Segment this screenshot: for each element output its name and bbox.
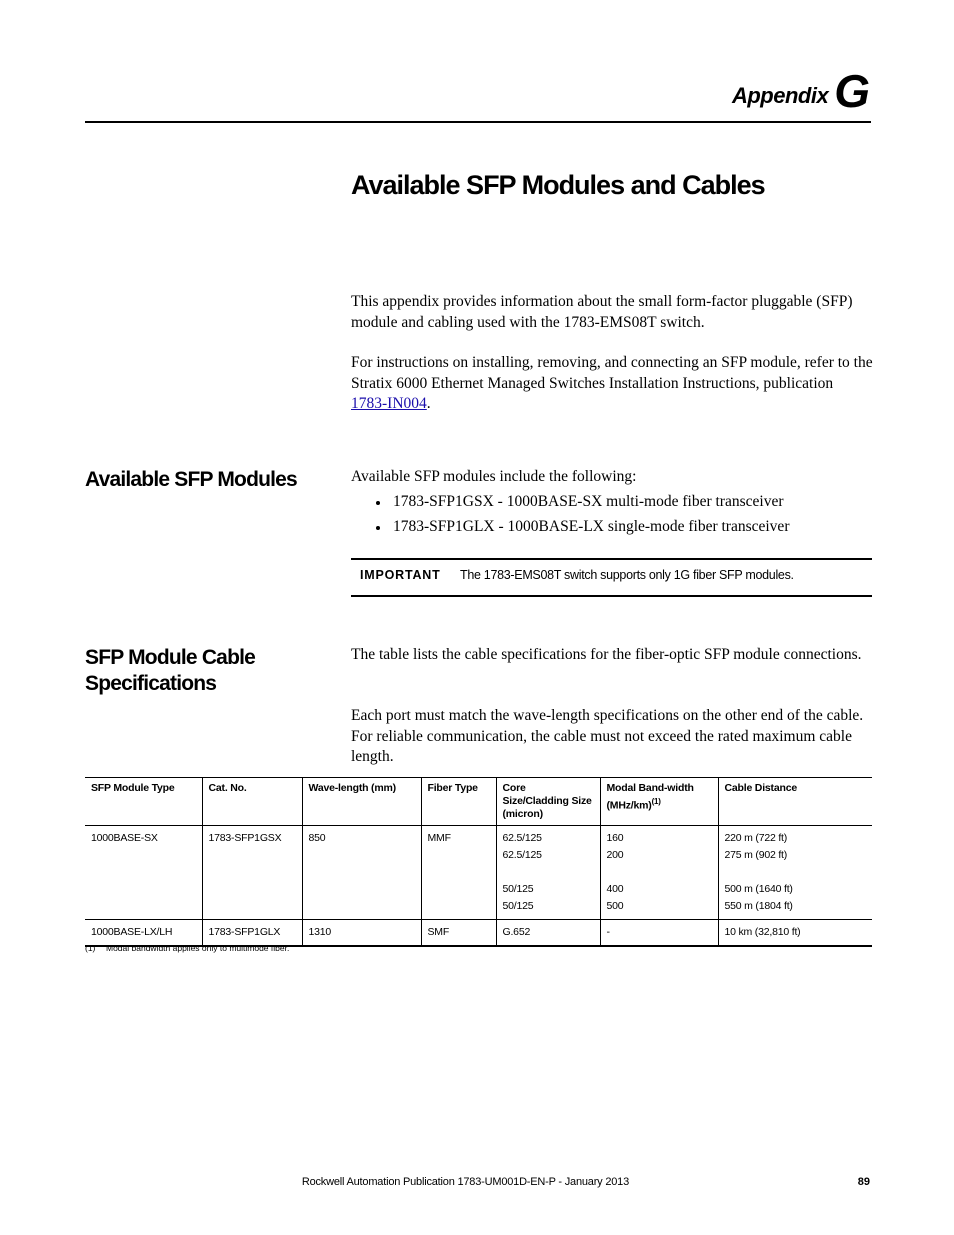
cell-text: 500	[606, 900, 624, 912]
cell-module-type	[85, 826, 202, 920]
cell-text: 1310	[308, 926, 332, 938]
cell-text: MMF	[427, 832, 451, 844]
important-note	[351, 558, 872, 597]
cell-modal-bandwidth	[600, 920, 718, 947]
table-header-row	[85, 778, 872, 826]
table-footnote	[85, 943, 289, 953]
cell-core-size	[496, 920, 600, 947]
footnote-number: (1)	[85, 943, 96, 953]
cell-text: G.652	[502, 926, 531, 938]
important-label: IMPORTANT	[360, 568, 441, 582]
cell-text: 1783-SFP1GLX	[208, 926, 281, 938]
cell-cable-distance	[718, 920, 872, 947]
header-rule	[85, 121, 871, 123]
cell-wavelength	[302, 826, 421, 920]
page-number: 89	[857, 1176, 870, 1188]
table-row	[85, 826, 872, 920]
publication-link[interactable]: 1783-IN004	[351, 395, 427, 412]
cell-text: 62.5/125	[502, 849, 542, 861]
intro-paragraph-2	[351, 353, 873, 415]
chapter-title: Available SFP Modules and Cables	[351, 170, 765, 200]
heading-line-1: SFP Module Cable	[85, 646, 256, 669]
sfp-module-list	[351, 492, 789, 542]
intro-paragraph-1: This appendix provides information about the small form-factor pluggable (SFP) module and cabling used with the 1783-EMS08T switch.	[351, 293, 853, 331]
appendix-word: Appendix	[731, 83, 829, 108]
important-text: The 1783-EMS08T switch supports only 1G fiber SFP modules.	[460, 568, 794, 582]
section-heading-available-sfp: Available SFP Modules	[85, 468, 297, 491]
cell-modal-bandwidth	[600, 826, 718, 920]
header-module-type: SFP Module Type	[85, 778, 202, 826]
header-core-size: Core Size/Cladding Size (micron)	[496, 778, 600, 826]
header-wavelength: Wave-length (mm)	[302, 778, 421, 826]
section2-paragraph-1: The table lists the cable specifications for the fiber-optic SFP module connections.	[351, 646, 862, 663]
header-fiber-type: Fiber Type	[421, 778, 496, 826]
cell-text: 500 m (1640 ft)	[724, 883, 793, 895]
cell-text: 550 m (1804 ft)	[724, 900, 793, 912]
cell-text: 50/125	[502, 883, 534, 895]
list-item: 1783-SFP1GSX - 1000BASE-SX multi-mode fiber transceiver	[351, 492, 789, 517]
header-cat-no: Cat. No.	[202, 778, 302, 826]
cell-text: 400	[606, 883, 624, 895]
intro-p2-text: For instructions on installing, removing, and connecting an SFP module, refer to the Stratix 6000 Ethernet Managed Switches Installation Instructions, publication	[351, 354, 873, 392]
cell-text: SMF	[427, 926, 450, 938]
footnote-text: Modal bandwidth applies only to multimode fiber.	[106, 943, 290, 953]
cell-text: 10 km (32,810 ft)	[724, 926, 801, 938]
cell-text: 1783-SFP1GSX	[208, 832, 282, 844]
section1-lead: Available SFP modules include the following:	[351, 468, 637, 485]
cell-cable-distance	[718, 826, 872, 920]
cell-text: -	[606, 926, 610, 938]
cell-core-size	[496, 826, 600, 920]
footer-publication: Rockwell Automation Publication 1783-UM001D-EN-P - January 2013	[301, 1176, 629, 1188]
cell-text: 200	[606, 849, 624, 861]
header-modal-text: Modal Band-width (MHz/km)	[606, 782, 694, 812]
cell-fiber-type	[421, 920, 496, 947]
cell-text: 275 m (902 ft)	[724, 849, 788, 861]
cell-text: 1000BASE-LX/LH	[91, 926, 173, 938]
cell-text: 850	[308, 832, 326, 844]
cell-text: 160	[606, 832, 624, 844]
header-cable-distance: Cable Distance	[718, 778, 872, 826]
footnote-ref: (1)	[651, 797, 661, 806]
intro-p2-end: .	[426, 395, 431, 412]
section-heading-cable-specs	[85, 645, 255, 697]
appendix-label	[731, 60, 870, 117]
section2-paragraph-2: Each port must match the wave-length specifications on the other end of the cable. For reliable communication, the cable must not exceed the rated maximum cable length.	[351, 707, 864, 765]
cell-text: 62.5/125	[502, 832, 542, 844]
cell-text: 50/125	[502, 900, 534, 912]
cell-text: 1000BASE-SX	[91, 832, 158, 844]
list-item: 1783-SFP1GLX - 1000BASE-LX single-mode fiber transceiver	[351, 517, 789, 542]
cell-text: 220 m (722 ft)	[724, 832, 788, 844]
cell-wavelength	[302, 920, 421, 947]
cable-spec-table	[85, 777, 872, 947]
cell-fiber-type	[421, 826, 496, 920]
header-modal-bandwidth	[600, 778, 718, 826]
heading-line-2: Specifications	[85, 672, 217, 695]
appendix-letter: G	[834, 65, 870, 117]
cell-cat-no	[202, 826, 302, 920]
